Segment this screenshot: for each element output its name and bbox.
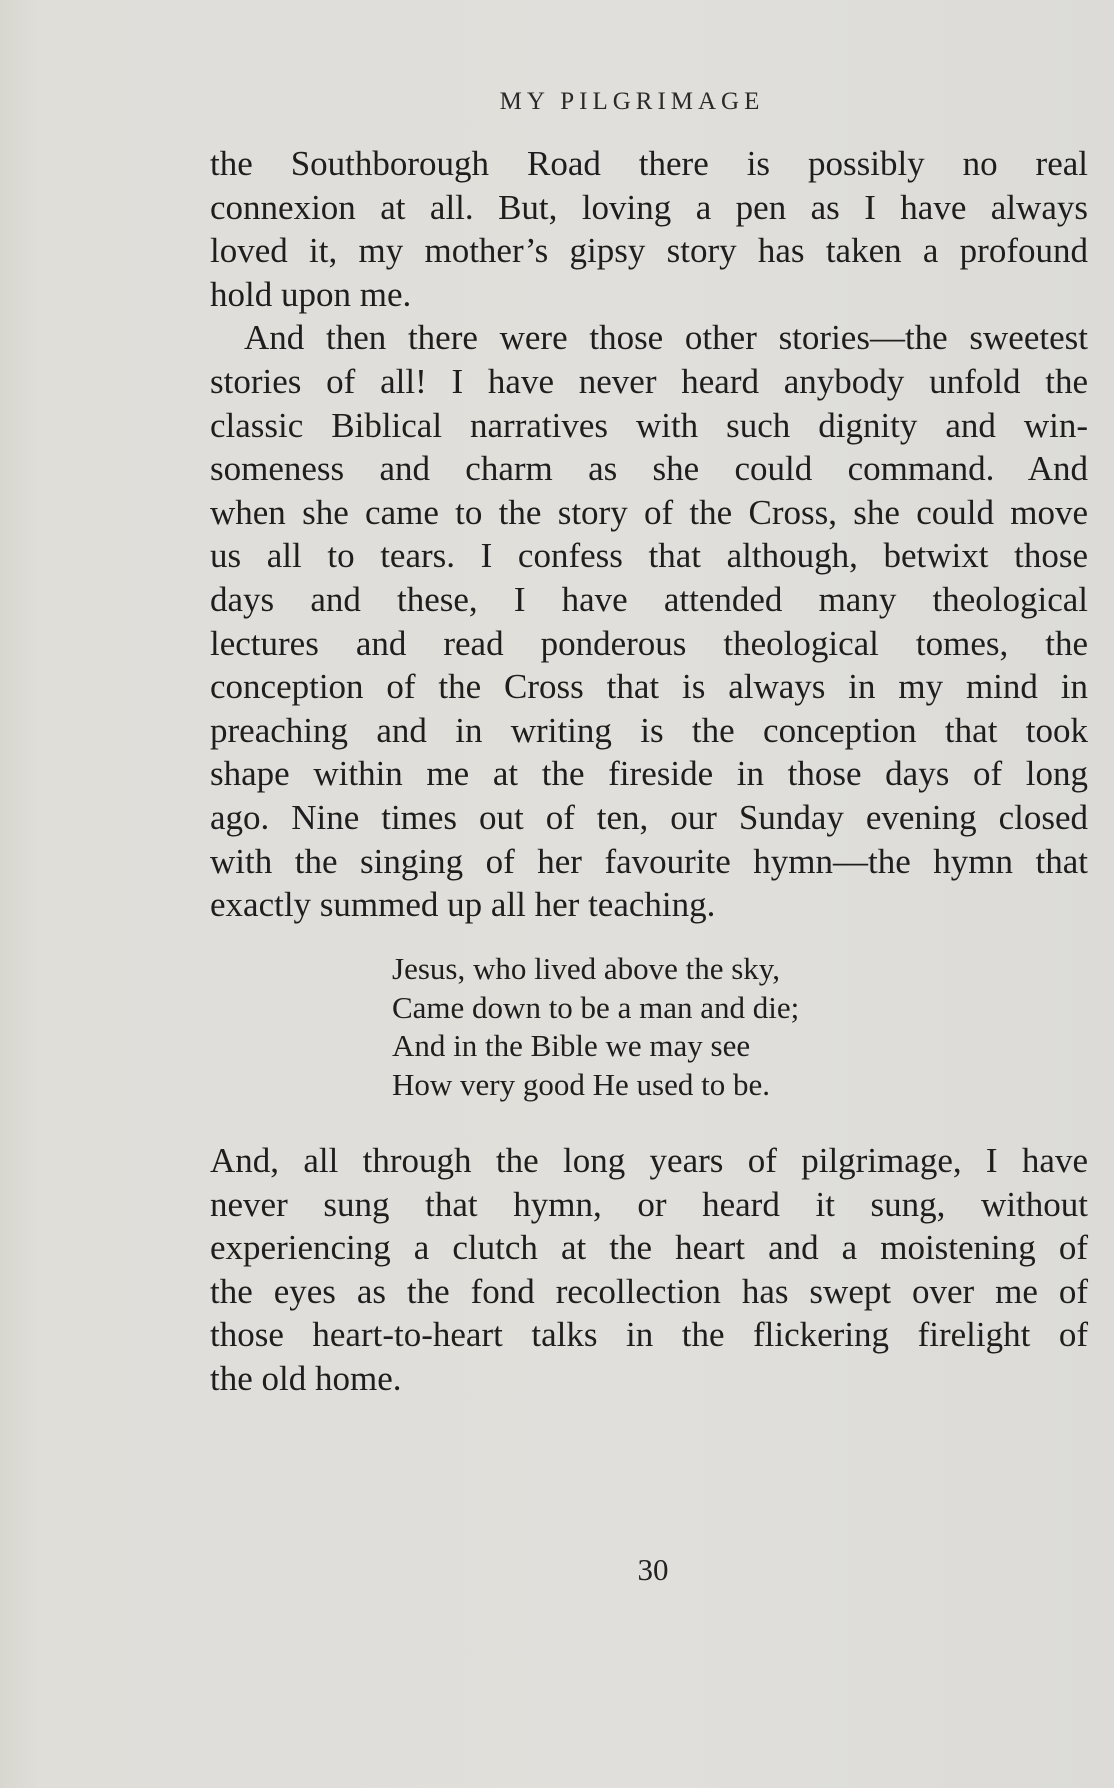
paragraph-3: [210, 1139, 1088, 1401]
hymn-verse: [392, 950, 799, 1104]
text-line: shape within me at the fireside in those days of long: [210, 754, 1088, 794]
body-text-lower: [210, 1139, 1088, 1401]
body-text-upper: [210, 142, 1088, 927]
paragraph-1: [210, 142, 1088, 316]
page-number-footer: [0, 1552, 1114, 1588]
text-line: experiencing a clutch at the heart and a moistening of: [210, 1228, 1088, 1268]
text-line: stories of all! I have never heard anybody unfold the: [210, 361, 1088, 401]
text-line: someness and charm as she could command. And: [210, 449, 1088, 489]
text-line: And, all through the long years of pilgrimage, I have: [210, 1141, 1088, 1180]
page-number: 30: [637, 1552, 669, 1587]
text-line: connexion at all. But, loving a pen as I have always: [210, 187, 1088, 227]
text-line: those heart-to-heart talks in the flickering firelight of: [210, 1315, 1088, 1355]
text-line: classic Biblical narratives with such dignity and win-: [210, 405, 1088, 445]
hymn-line: Jesus, who lived above the sky,: [392, 951, 781, 986]
text-line: And then there were those other stories—the sweetest: [244, 318, 1088, 358]
text-line: the eyes as the fond recollection has swept over me of: [210, 1271, 1088, 1311]
text-line: never sung that hymn, or heard it sung, without: [210, 1184, 1088, 1224]
text-line: exactly summed up all her teaching.: [210, 885, 716, 925]
text-line: conception of the Cross that is always in my mind in: [210, 667, 1088, 707]
text-line: when she came to the story of the Cross, she could move: [210, 492, 1088, 532]
hymn-line: How very good He used to be.: [392, 1066, 770, 1102]
text-line: ago. Nine times out of ten, our Sunday evening closed: [210, 797, 1088, 837]
paragraph-2: [210, 316, 1088, 926]
hymn-line: And in the Bible we may see: [392, 1028, 751, 1063]
text-line: days and these, I have attended many theological: [210, 579, 1088, 619]
text-line: with the singing of her favourite hymn—the hymn that: [210, 841, 1088, 881]
text-line: preaching and in writing is the conception that took: [210, 710, 1088, 750]
running-header: [0, 88, 1114, 116]
text-line: loved it, my mother’s gipsy story has taken a profound: [210, 231, 1088, 271]
hymn-line: Came down to be a man and die;: [392, 989, 800, 1025]
text-line: the old home.: [210, 1358, 402, 1398]
text-line: lectures and read ponderous theological tomes, the: [210, 623, 1088, 663]
text-line: hold upon me.: [210, 274, 412, 314]
text-line: the Southborough Road there is possibly no real: [210, 144, 1088, 183]
text-line: us all to tears. I confess that although, betwixt those: [210, 536, 1088, 576]
running-title: MY PILGRIMAGE: [499, 88, 765, 115]
